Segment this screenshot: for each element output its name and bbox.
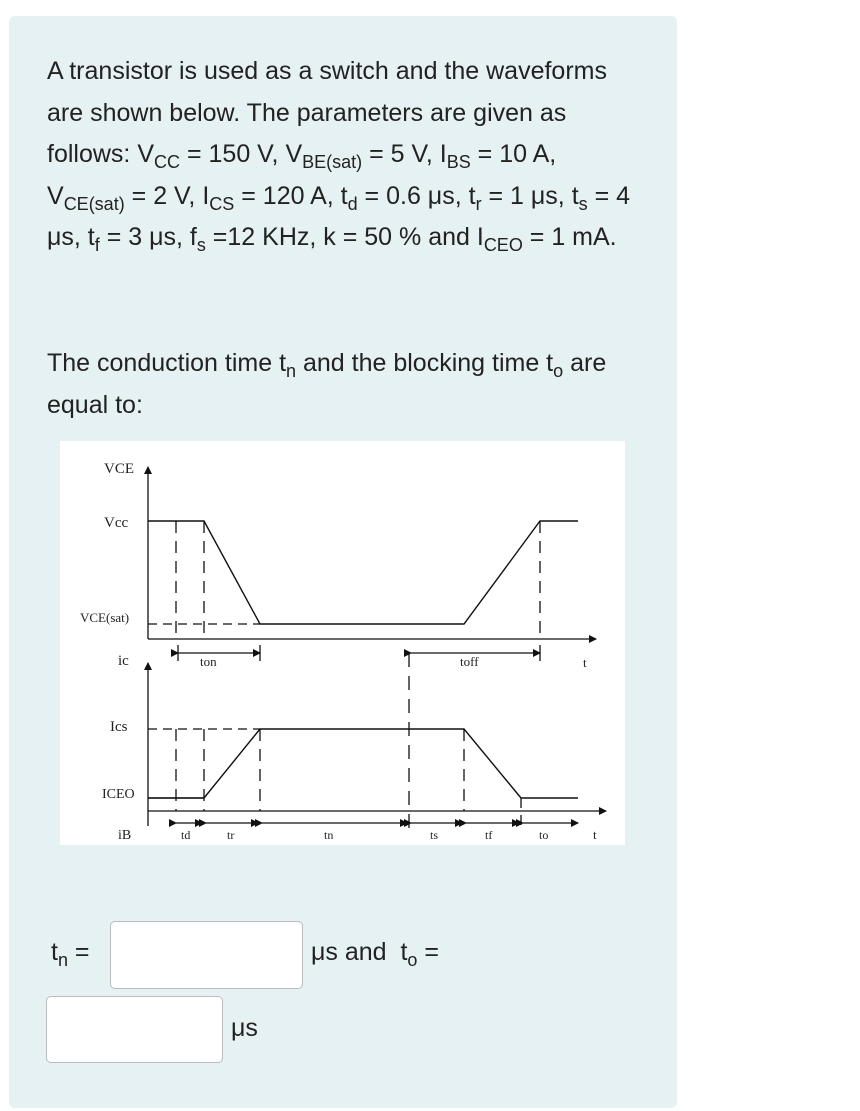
- param-value: = 150 V,: [180, 140, 286, 168]
- param-value: = 3 μs,: [99, 223, 190, 251]
- tn-answer-sub: n: [57, 950, 68, 970]
- parameter-item: [189, 223, 324, 255]
- to-label: to: [539, 828, 549, 842]
- param-subscript: BS: [446, 152, 471, 172]
- param-value: = 1 mA.: [522, 223, 617, 251]
- tr-label: tr: [227, 828, 235, 842]
- param-symbol: V: [285, 140, 303, 168]
- param-symbol: I: [439, 140, 447, 168]
- mid-answer-text: [311, 938, 439, 970]
- prompt-sub-o: o: [553, 361, 564, 381]
- param-subscript: BE(sat): [302, 152, 363, 172]
- param-symbol: f: [189, 223, 197, 251]
- param-value: = 5 V,: [362, 140, 440, 168]
- to-equals: =: [424, 938, 439, 966]
- param-subscript: CE(sat): [63, 193, 125, 214]
- param-value: = 120 A,: [234, 181, 341, 210]
- parameter-item: [87, 223, 190, 255]
- ton-label: ton: [200, 654, 217, 669]
- tf-label: tf: [485, 828, 493, 842]
- param-symbol: I: [476, 223, 484, 251]
- param-value: = 10 A,: [470, 140, 557, 168]
- param-subscript: s: [578, 193, 588, 214]
- param-value: = 4 μs,: [47, 181, 631, 251]
- question-text: [47, 51, 637, 259]
- waveform-svg: [60, 441, 625, 845]
- param-symbol: t: [468, 181, 476, 210]
- param-symbol: t: [340, 181, 348, 210]
- parameter-item: [137, 140, 286, 172]
- to-answer-sub: o: [407, 950, 418, 970]
- parameter-item: [47, 181, 203, 214]
- td-label: td: [181, 828, 191, 842]
- to-input[interactable]: [47, 997, 222, 1062]
- param-symbol: t: [571, 181, 579, 210]
- prompt-text-b: and the blocking time t: [296, 349, 554, 377]
- param-value: = 50 % and: [335, 223, 477, 251]
- vce-axis-label: VCE: [104, 461, 134, 477]
- param-subscript: CEO: [483, 235, 523, 255]
- param-symbol: k: [323, 223, 336, 251]
- param-symbol: t: [87, 223, 95, 251]
- upper-t-label: t: [583, 655, 587, 670]
- parameter-item: [439, 140, 557, 172]
- ib-axis-label: iB: [118, 828, 132, 843]
- vcc-label: Vcc: [104, 515, 129, 531]
- parameter-item: [476, 223, 617, 255]
- param-subscript: r: [475, 193, 482, 214]
- parameter-item: [285, 140, 440, 172]
- prompt-sub-n: n: [286, 361, 297, 381]
- param-symbol: V: [47, 181, 64, 210]
- param-subscript: CS: [209, 193, 235, 214]
- ics-label: Ics: [110, 719, 128, 735]
- tn-input-box[interactable]: [110, 921, 303, 989]
- lower-t-label: t: [593, 827, 597, 842]
- tn-input[interactable]: [111, 922, 302, 988]
- toff-label: toff: [460, 654, 479, 669]
- iceo-label: ICEO: [102, 787, 135, 802]
- tn-label: tn: [324, 828, 334, 842]
- param-symbol: I: [202, 181, 210, 210]
- param-subscript: d: [347, 193, 358, 214]
- param-value: = 2 V,: [124, 181, 203, 210]
- param-value: =12 KHz,: [205, 223, 324, 251]
- to-input-box[interactable]: [46, 996, 223, 1063]
- to-unit-label: μs: [231, 1014, 258, 1042]
- ic-waveform: [148, 729, 578, 798]
- tn-answer-label: [51, 938, 90, 970]
- us-and-text: μs and: [311, 938, 387, 966]
- vce-waveform: [148, 521, 578, 624]
- tn-answer-symbol: t: [51, 938, 58, 966]
- intro-text: A transistor is used as a switch and the waveforms are shown below. The parameters are given as follows:: [47, 57, 607, 168]
- ic-axis-label: ic: [118, 653, 129, 669]
- to-answer-symbol: t: [400, 938, 408, 966]
- parameter-item: [468, 181, 572, 214]
- param-subscript: CC: [154, 152, 181, 172]
- param-subscript: s: [196, 235, 206, 255]
- prompt-text-a: The conduction time t: [47, 349, 287, 377]
- vcesat-label: VCE(sat): [80, 610, 130, 625]
- parameter-list: [47, 140, 631, 255]
- param-value: = 1 μs,: [481, 181, 572, 210]
- ts-label: ts: [430, 828, 439, 842]
- tn-equals: =: [74, 938, 90, 966]
- param-value: = 0.6 μs,: [357, 181, 469, 210]
- param-symbol: V: [137, 140, 155, 168]
- prompt-text-c: are equal to:: [47, 349, 607, 419]
- parameter-item: [323, 223, 477, 251]
- param-subscript: f: [94, 235, 100, 255]
- parameter-item: [340, 181, 469, 214]
- switching-waveform-diagram: [60, 441, 625, 845]
- parameter-item: [202, 181, 341, 214]
- question-prompt: [47, 343, 637, 426]
